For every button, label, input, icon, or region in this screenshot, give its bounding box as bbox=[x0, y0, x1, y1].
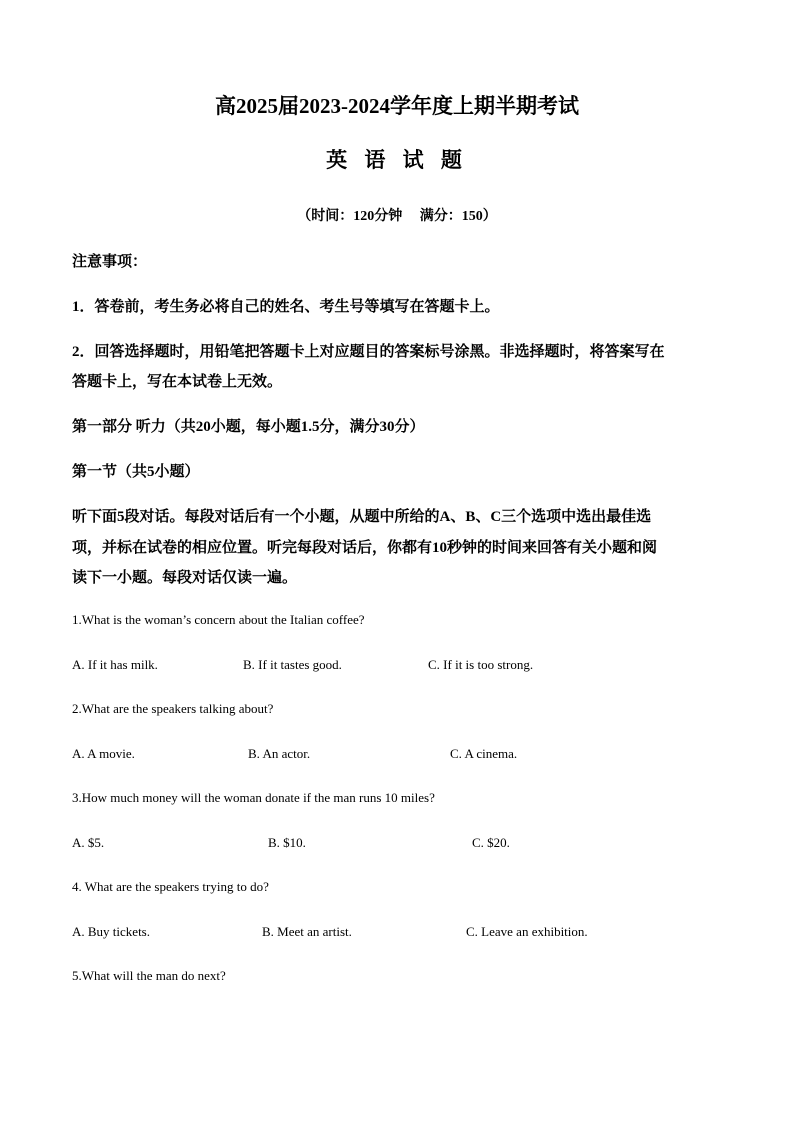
notes-item-1: 1．答卷前，考生务必将自己的姓名、考生号等填写在答题卡上。 bbox=[72, 299, 500, 315]
question-3-option-c: C. $20. bbox=[472, 835, 510, 850]
subject-title: 英 语 试 题 bbox=[326, 148, 468, 172]
question-1-option-c: C. If it is too strong. bbox=[428, 657, 534, 672]
question-4-option-b: B. Meet an artist. bbox=[262, 924, 352, 939]
notes-heading: 注意事项： bbox=[72, 254, 148, 270]
exam-title: 高2025届2023-2024学年度上期半期考试 bbox=[215, 94, 579, 118]
notes-item-2-line-2: 答题卡上，写在本试卷上无效。 bbox=[72, 374, 283, 390]
question-2-option-a: A. A movie. bbox=[72, 746, 135, 761]
instructions-line-2: 项，并标在试卷的相应位置。听完每段对话后，你都有10秒钟的时间来回答有关小题和阅 bbox=[72, 540, 658, 556]
section1-heading: 第一节（共5小题） bbox=[72, 464, 200, 480]
instructions-line-1: 听下面5段对话。每段对话后有一个小题，从题中所给的A、B、C三个选项中选出最佳选 bbox=[72, 509, 652, 525]
question-4-option-c: C. Leave an exhibition. bbox=[466, 924, 588, 939]
question-1: 1.What is the woman’s concern about the Italian coffee? bbox=[72, 612, 365, 627]
part1-heading: 第一部分 听力（共20小题，每小题1.5分，满分30分） bbox=[72, 419, 425, 435]
question-2-option-c: C. A cinema. bbox=[450, 746, 518, 761]
question-4: 4. What are the speakers trying to do? bbox=[72, 879, 269, 894]
question-4-option-a: A. Buy tickets. bbox=[72, 924, 150, 939]
question-3-option-b: B. $10. bbox=[268, 835, 306, 850]
question-5: 5.What will the man do next? bbox=[72, 968, 226, 983]
instructions-line-3: 读下一小题。每段对话仅读一遍。 bbox=[72, 570, 298, 586]
question-3-option-a: A. $5. bbox=[72, 835, 105, 850]
question-2-option-b: B. An actor. bbox=[248, 746, 311, 761]
notes-item-2-line-1: 2．回答选择题时，用铅笔把答题卡上对应题目的答案标号涂黑。非选择题时，将答案写在 bbox=[72, 344, 665, 360]
exam-info: （时间：120分钟 满分：150） bbox=[297, 209, 497, 224]
question-3: 3.How much money will the woman donate if the man runs 10 miles? bbox=[72, 790, 435, 805]
question-1-option-a: A. If it has milk. bbox=[72, 657, 158, 672]
question-2: 2.What are the speakers talking about? bbox=[72, 701, 274, 716]
question-1-option-b: B. If it tastes good. bbox=[243, 657, 342, 672]
